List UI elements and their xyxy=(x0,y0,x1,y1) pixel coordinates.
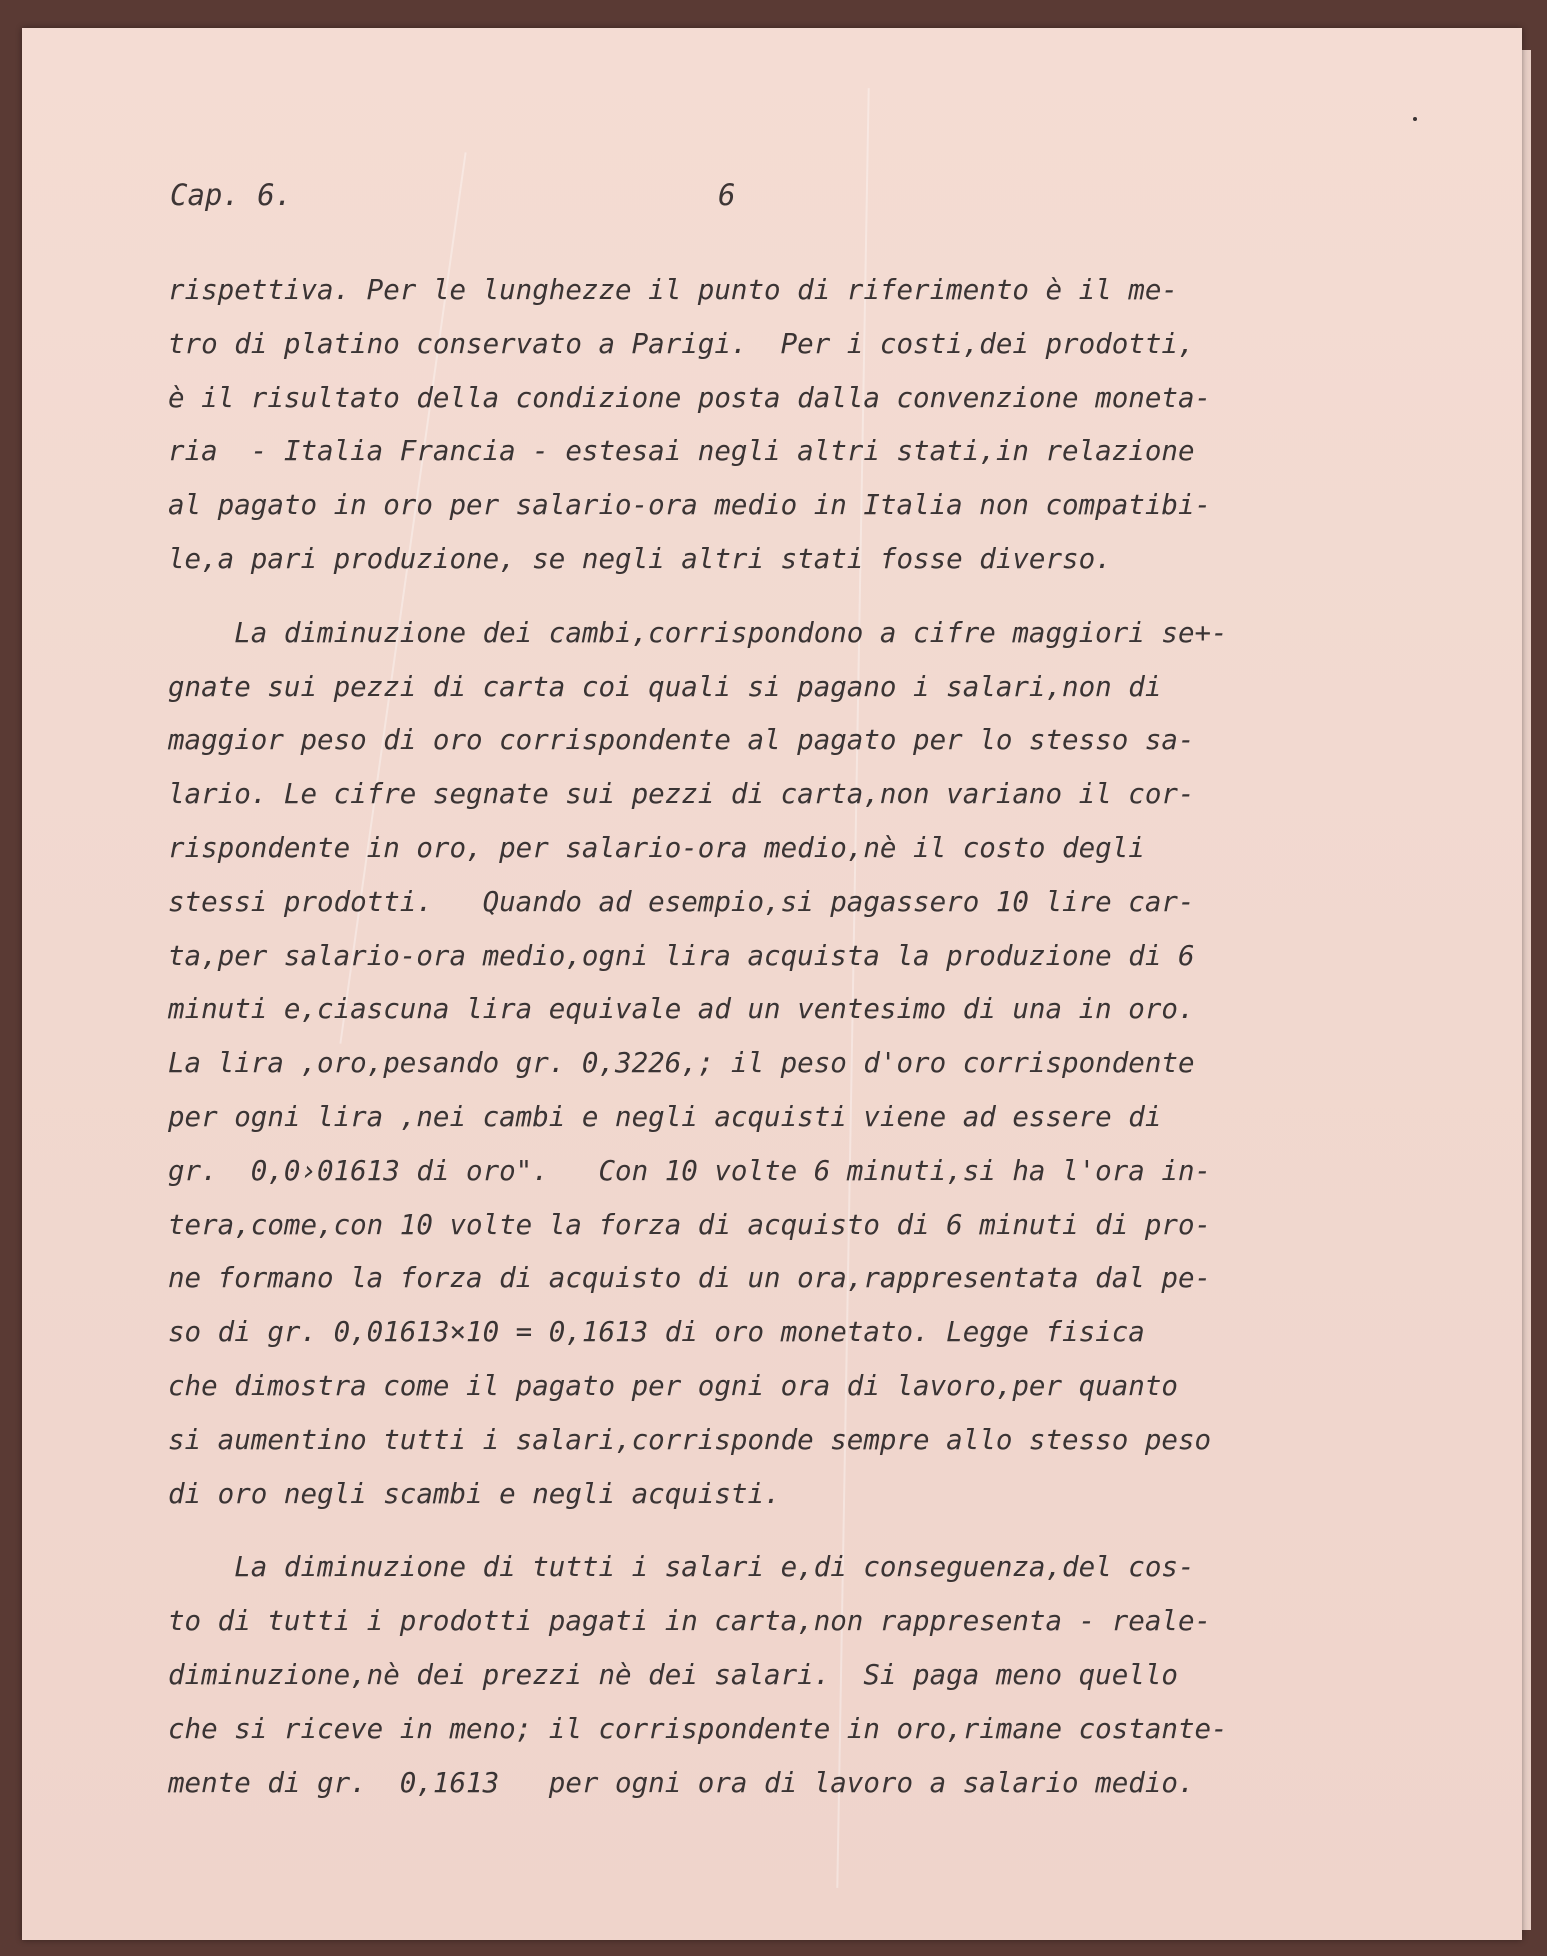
ink-speck xyxy=(1413,117,1417,121)
text-line: ta,per salario-ora medio,ogni lira acquista la produzione di 6 xyxy=(168,939,1195,972)
text-line: ne formano la forza di acquisto di un ora,rappresentata dal pe- xyxy=(168,1262,1212,1295)
paragraph-gap xyxy=(168,1521,1398,1541)
text-line: che dimostra come il pagato per ogni ora di lavoro,per quanto xyxy=(168,1369,1178,1402)
text-line: gr. 0,0›01613 di oro". Con 10 volte 6 minuti,si ha l'ora in- xyxy=(168,1154,1212,1187)
text-line: La diminuzione di tutti i salari e,di conseguenza,del cos- xyxy=(168,1551,1195,1584)
text-line: rispettiva. Per le lunghezze il punto di riferimento è il me- xyxy=(168,274,1178,306)
text-line: maggior peso di oro corrispondente al pagato per lo stesso sa- xyxy=(168,724,1195,757)
paragraph-gap xyxy=(168,587,1398,607)
page-header xyxy=(170,178,1420,228)
text-line: tera,come,con 10 volte la forza di acquisto di 6 minuti di pro- xyxy=(168,1208,1212,1241)
text-line: lario. Le cifre segnate sui pezzi di carta,non variano il cor- xyxy=(168,778,1195,811)
text-line: La diminuzione dei cambi,corrispondono a cifre maggiori se+- xyxy=(168,616,1228,649)
text-line: gnate sui pezzi di carta coi quali si pagano i salari,non di xyxy=(168,670,1162,703)
typed-text-body xyxy=(168,264,1398,1810)
text-line: tro di platino conservato a Parigi. Per i costi,dei prodotti, xyxy=(168,327,1195,360)
text-line: to di tutti i prodotti pagati in carta,non rappresenta - reale- xyxy=(168,1605,1212,1638)
text-line: per ogni lira ,nei cambi e negli acquisti viene ad essere di xyxy=(168,1100,1162,1133)
text-line: ria - Italia Francia - estesai negli altri stati,in relazione xyxy=(168,435,1195,468)
text-line: si aumentino tutti i salari,corrisponde sempre allo stesso peso xyxy=(168,1423,1212,1456)
text-line: le,a pari produzione, se negli altri stati fosse diverso. xyxy=(168,542,1112,575)
text-line: che si riceve in meno; il corrispondente in oro,rimane costante- xyxy=(168,1712,1228,1745)
text-line: so di gr. 0,01613×10 = 0,1613 di oro monetato. Legge fisica xyxy=(168,1316,1145,1349)
text-line: diminuzione,nè dei prezzi nè dei salari. Si paga meno quello xyxy=(168,1658,1178,1691)
page-number: 6 xyxy=(718,178,736,212)
text-line: di oro negli scambi e negli acquisti. xyxy=(168,1477,781,1510)
text-line: rispondente in oro, per salario-ora medio,nè il costo degli xyxy=(168,831,1145,864)
text-line: minuti e,ciascuna lira equivale ad un ventesimo di una in oro. xyxy=(168,993,1195,1026)
text-line: La lira ,oro,pesando gr. 0,3226,; il peso d'oro corrispondente xyxy=(168,1047,1195,1080)
text-line: mente di gr. 0,1613 per ogni ora di lavoro a salario medio. xyxy=(168,1766,1195,1799)
text-line: stessi prodotti. Quando ad esempio,si pagassero 10 lire car- xyxy=(168,885,1195,918)
text-line: al pagato in oro per salario-ora medio in Italia non compatibi- xyxy=(168,489,1212,522)
chapter-label: Cap. 6. xyxy=(170,178,293,212)
text-line: è il risultato della condizione posta dalla convenzione moneta- xyxy=(168,381,1212,414)
